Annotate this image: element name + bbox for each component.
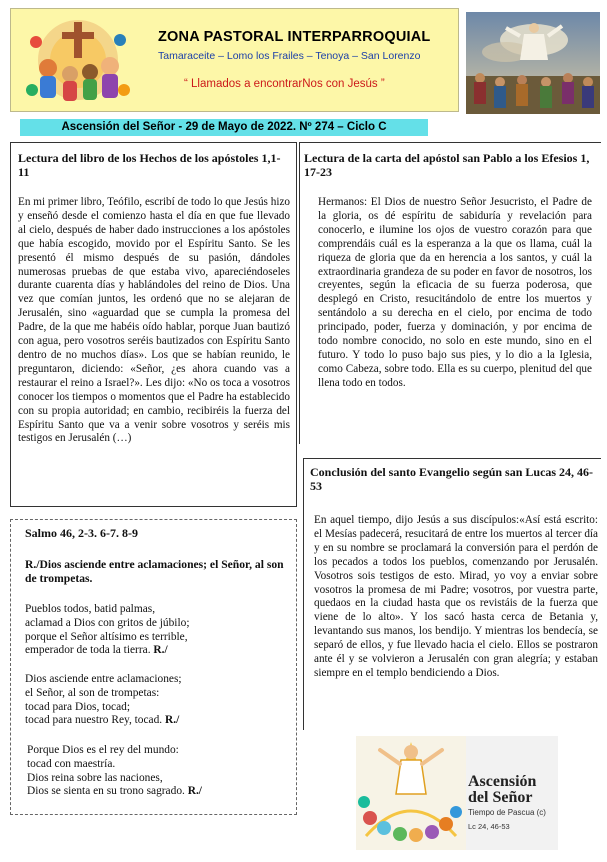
second-reading-box [299,142,601,444]
community-logo-icon [18,14,138,106]
psalm-line: Porque Dios es el rey del mundo: [27,744,179,756]
feast-card [356,736,558,850]
psalm-title: Salmo 46, 2-3. 6-7. 8-9 [25,526,138,540]
psalm-line-text: tocad para nuestro Rey, tocad. [25,714,166,727]
psalm-line: Dios asciende entre aclamaciones; [25,673,182,685]
header-motto: “ Llamados a encontrarNos con Jesús ” [184,78,385,90]
psalm-line: Dios reina sobre las naciones, [27,771,163,784]
psalm-line: tocad para Dios, tocad; [25,700,131,713]
ascension-painting-icon [466,12,600,114]
psalm-refrain-mark: R./ [187,785,202,798]
psalm-line-text: Dios se sienta en su trono sagrado. [27,785,188,798]
gospel-title: Conclusión del santo Evangelio según san Lucas 24, 46-53 [310,465,594,493]
psalm-line: aclamad a Dios con gritos de júbilo; [25,616,190,629]
gospel-text: En aquel tiempo, dijo Jesús a sus discípulos:«Así está escrito: el Mesías padecerá, resucitará de entre los muertos al tercer día y en su nombre se proclamará la conversión para el perdón de los pecados a todos los pueblos, comenzando por Jerusalén. Vosotros sois testigos de esto. Mirad, yo voy a enviar sobre vosotros la promesa de mi Padre; vosotros, por vuestra parte, quedaos en la ciudad hasta que os revistáis de la fuerza que viene de lo alto». Y los sacó hasta cerca de Betania y, levantando sus manos, los bendijo. Y mientras los bendecía, se separó de ellos, y fue llevado hacia el cielo. Ellos se postraron ante él y se volvieron a Jerusalén con gran alegría; y estaban siempre en el templo bendiciendo a Dios. [314,514,598,679]
psalm-refrain-mark: R./ [165,714,180,727]
psalm-response: R./Dios asciende entre aclamaciones; el Señor, al son de trompetas. [25,558,284,585]
psalm-line-text: emperador de toda la tierra. [25,644,154,657]
psalm-line [27,785,293,799]
psalm-box [10,519,297,815]
first-reading-text: En mi primer libro, Teófilo, escribí de todo lo que Jesús hizo y enseñó desde el comienzo hasta el día en que fue llevado al cielo, después de haber dado instrucciones a los apóstoles que había escogido, movido por el Espíritu Santo. Se les presentó él mismo después de su pasión, dándoles numerosas pruebas de que estaba vivo, apareciéndoseles durante cuarenta días y hablándoles del reino de Dios. Una vez que comían juntos, les ordenó que no se alejaran de Jerusalén, sino «aguardad que se cumpla la promesa del Padre, de la que me habéis oído hablar, porque Juan bautizó con agua, pero vosotros seréis bautizados con Espíritu Santo dentro de no muchos días». Los que se habían reunido, le preguntaron, diciendo: «Señor, ¿es ahora cuando vas a restaurar el reino a Israel?». Les dijo: «No os toca a vosotros conocer los tiempos o momentos que el Padre ha establecido con su propia autoridad; en cambio, recibiréis la fuerza del Espíritu Santo que va a venir sobre vosotros y seréis mis testigos en Jerusalén (…) [18,196,290,445]
date-banner: Ascensión del Señor - 29 de Mayo de 2022. Nº 274 – Ciclo C [20,119,428,136]
first-reading-box [10,142,297,507]
psalm-stanza-3 [27,744,293,799]
psalm-line [25,714,291,728]
psalm-line [25,644,291,658]
second-reading-text: Hermanos: El Dios de nuestro Señor Jesucristo, el Padre de la gloria, os dé espíritu de sabiduría y revelación para conocerlo, e ilumine los ojos de vuestro corazón para que comprendáis cuál es la esperanza a la que os llama, cuál la riqueza de gloria que da en herencia a los santos, y cuál la extraordinaria grandeza de su poder en favor de nosotros, los creyentes, según la eficacia de su fuerza poderosa, que desplegó en Cristo, resucitándolo de entre los muertos y sentándolo a su derecha en el cielo, por encima de todo principado, poder, fuerza y dominación, y por encima de todo nombre conocido, no solo en este mundo, sino en el futuro. Y todo lo puso bajo sus pies, y lo dio a la Iglesia, como Cabeza, sobre todo. Ella es su cuerpo, plenitud del que llena todo en todos. [318,196,592,389]
feast-card-title-1: Ascensión [468,773,537,790]
psalm-line: tocad con maestría. [27,757,116,770]
psalm-line: Pueblos todos, batid palmas, [25,603,156,615]
header-subtitle: Tamaraceite – Lomo los Frailes – Tenoya – San Lorenzo [158,50,421,62]
psalm-line: porque el Señor altísimo es terrible, [25,630,188,643]
ascension-illustration-icon [356,736,466,850]
psalm-stanza-1 [25,603,291,658]
psalm-stanza-2 [25,673,291,728]
feast-card-title-2: del Señor [468,789,533,806]
psalm-refrain-mark: R./ [153,644,168,657]
gospel-box [303,458,601,730]
header-title: ZONA PASTORAL INTERPARROQUIAL [158,29,431,45]
second-reading-title: Lectura de la carta del apóstol san Pablo a los Efesios 1, 17-23 [304,151,590,179]
feast-card-season: Tiempo de Pascua (c) [468,808,546,817]
feast-card-ref: Lc 24, 46-53 [468,822,510,831]
first-reading-title: Lectura del libro de los Hechos de los apóstoles 1,1-11 [18,151,281,179]
psalm-line: el Señor, al son de trompetas: [25,686,160,699]
